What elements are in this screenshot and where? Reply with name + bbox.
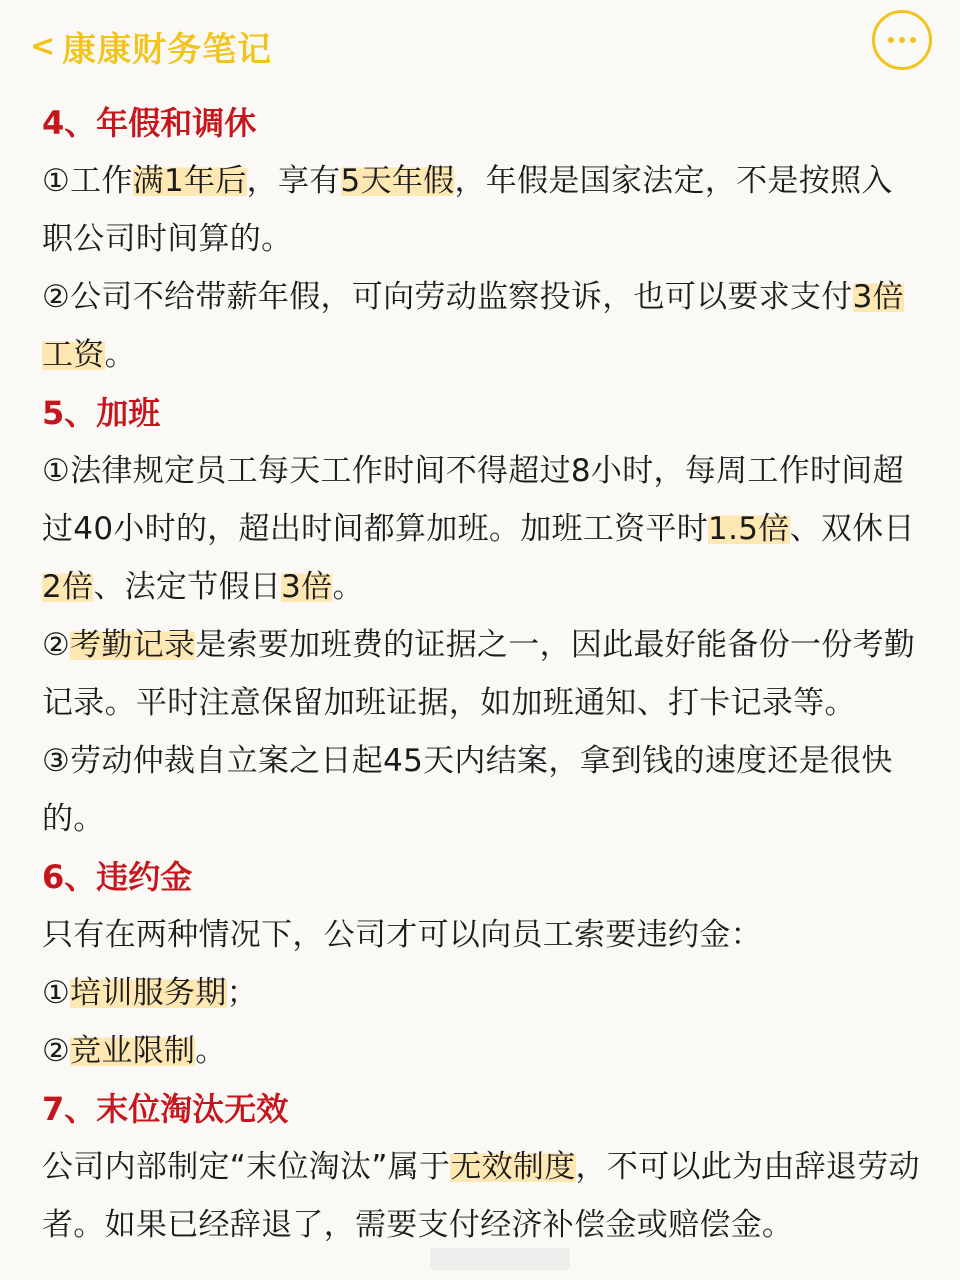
more-dots-icon	[888, 37, 894, 43]
paragraph-penalty-1: 只有在两种情况下，公司才可以向员工索要违约金：	[42, 917, 762, 953]
text-segment: 是索要加班费的证据之一，因此最好能备份一份考勤记录。平时注意保留加班证据，如加班通知、打卡记录等。	[42, 627, 916, 721]
highlight-text: 竞业限制	[70, 1033, 196, 1069]
text-segment: ；	[226, 975, 258, 1011]
text-segment: ②公司不给带薪年假，可向劳动监察投诉，也可以要求支付	[42, 279, 853, 315]
top-bar	[0, 0, 960, 90]
highlight-text: 1.5倍	[708, 511, 790, 547]
paragraph-annual-leave-1	[42, 152, 922, 268]
paragraph-overtime-3: ③劳动仲裁自立案之日起45天内结案，拿到钱的速度还是很快的。	[42, 743, 893, 837]
highlight-text: 5天年假	[340, 163, 455, 199]
text-segment: 、法定节假日	[93, 569, 282, 605]
highlight-text: 满1年后	[132, 163, 247, 199]
section-heading-annual-leave: 4、年假和调休	[42, 104, 257, 142]
text-segment: ①法律规定员工每天工作时间不得超过8小时，每周工作时间超过40小时的，超出时间都算加班。加班工资平时	[42, 453, 904, 547]
highlight-text: 3倍	[281, 569, 333, 605]
paragraph-penalty-3	[42, 1022, 922, 1080]
text-segment: ，不可以此为由辞退劳动者。如果已经辞退了，需要支付经济补偿金或赔偿金。	[42, 1149, 920, 1243]
paragraph-annual-leave-2	[42, 268, 922, 384]
section-heading-elimination: 7、末位淘汰无效	[42, 1090, 289, 1128]
back-chevron-icon: <	[30, 29, 57, 64]
more-button[interactable]	[872, 10, 932, 70]
highlight-text: 3倍工资	[42, 279, 904, 373]
text-segment: 公司内部制定“末位淘汰”属于	[42, 1149, 451, 1185]
paragraph-overtime-1	[42, 442, 922, 616]
text-segment: 。	[104, 337, 136, 373]
highlight-text: 考勤记录	[70, 627, 196, 663]
watermark-overlay	[430, 1248, 570, 1270]
text-segment: ，享有	[246, 163, 341, 199]
paragraph-overtime-2	[42, 616, 922, 732]
page-title: 康康财务笔记	[62, 30, 273, 70]
text-segment: 。	[195, 1033, 227, 1069]
more-dots-icon	[899, 37, 905, 43]
text-segment: ①	[42, 975, 71, 1011]
section-heading-penalty: 6、违约金	[42, 858, 193, 896]
text-segment: 。	[332, 569, 364, 605]
paragraph-elimination-1	[42, 1138, 922, 1254]
text-segment: 、双休日	[789, 511, 915, 547]
back-button[interactable]	[30, 22, 272, 71]
article-body	[42, 94, 922, 1254]
highlight-text: 无效制度	[450, 1149, 576, 1185]
section-heading-overtime: 5、加班	[42, 394, 161, 432]
text-segment: ②	[42, 1033, 71, 1069]
text-segment: ，年假是国家法定，不是按照入职公司时间算的。	[42, 163, 893, 257]
text-segment: ②	[42, 627, 71, 663]
more-dots-icon	[910, 37, 916, 43]
highlight-text: 2倍	[42, 569, 94, 605]
highlight-text: 培训服务期	[70, 975, 227, 1011]
text-segment: ①工作	[42, 163, 133, 199]
paragraph-penalty-2	[42, 964, 922, 1022]
